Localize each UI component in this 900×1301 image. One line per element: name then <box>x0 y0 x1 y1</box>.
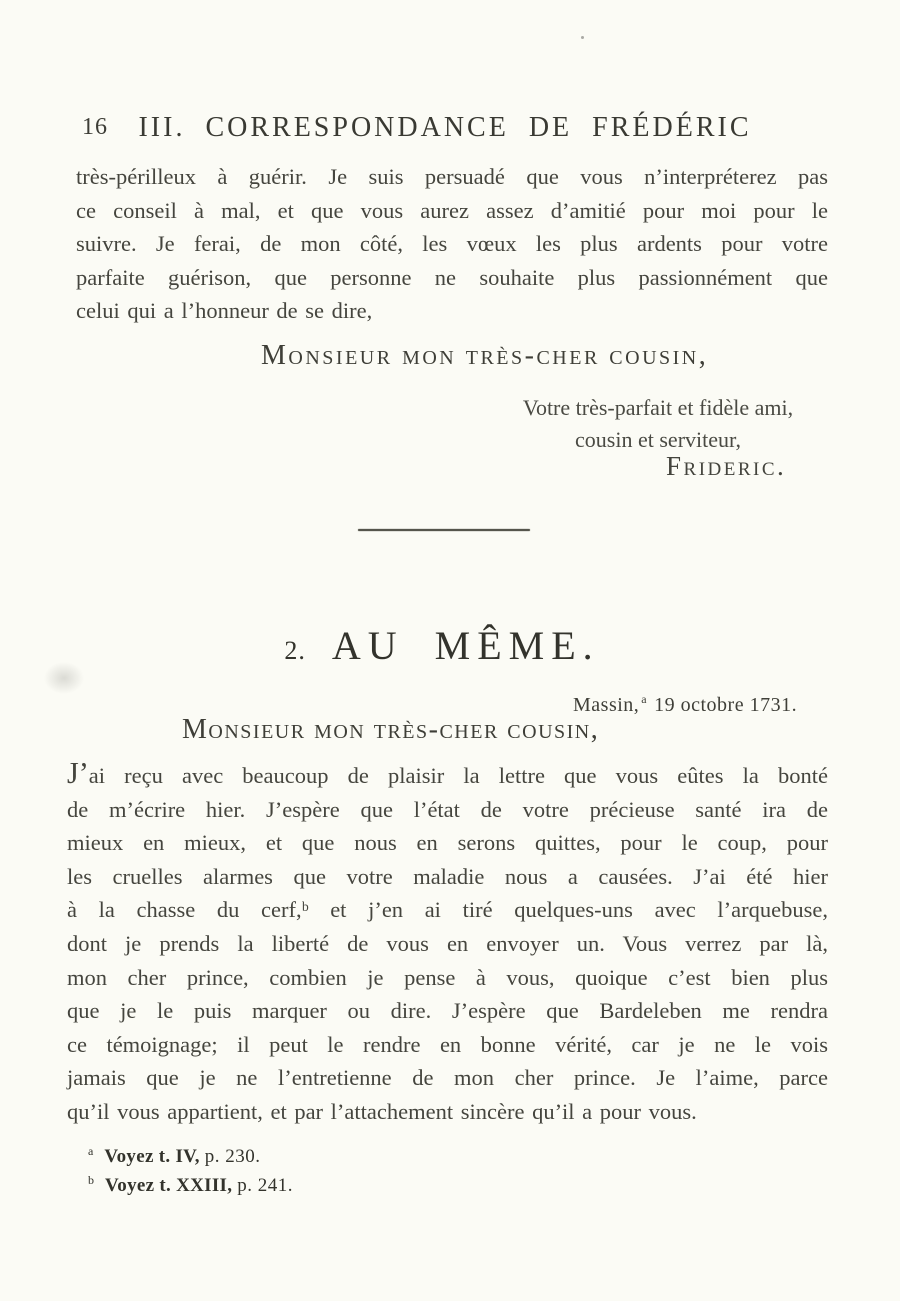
letter2-heading <box>0 623 884 668</box>
letter-number: 2. <box>284 636 306 665</box>
letter-title: AU MÊME. <box>331 623 600 668</box>
footnote-citation: Voyez t. IV, <box>104 1146 200 1167</box>
footnote-ref-a-marker: a <box>641 692 648 707</box>
text-line: dont je prends la liberté de vous en envoyer un. Vous verrez par là, <box>67 930 828 956</box>
page-number: 16 <box>82 114 108 140</box>
text-line: suivre. Je ferai, de mon côté, les vœux les plus ardents pour votre <box>76 231 828 257</box>
closing-line: Votre très-parfait et fidèle ami, <box>522 395 794 420</box>
running-header: III. CORRESPONDANCE DE FRÉDÉRIC <box>138 112 752 143</box>
letter2-dateline <box>573 694 797 716</box>
text-line: mon cher prince, combien je pense à vous, quoique c’est bien plus <box>67 964 828 990</box>
text-line: ce témoignage; il peut le rendre en bonne vérité, car je ne le vois <box>67 1031 828 1057</box>
scan-smudge <box>44 662 84 694</box>
footnote-page: p. 230. <box>204 1146 261 1167</box>
letter2-body <box>67 756 828 1129</box>
text-line: mieux en mieux, et que nous en serons quittes, pour le coup, pour <box>67 830 828 856</box>
text-line: celui qui a l’honneur de se dire, <box>76 298 373 324</box>
footnotes <box>88 1142 293 1200</box>
letter1-body <box>76 160 828 328</box>
letter2-salutation: Monsieur mon très-cher cousin, <box>182 714 600 745</box>
text-line: les cruelles alarmes que votre maladie nous a causées. J’ai été hier <box>67 863 828 889</box>
text-line: ce conseil à mal, et que vous aurez assez d’amitié pour moi pour le <box>76 197 828 223</box>
scan-speck <box>581 36 584 39</box>
dateline-place: Massin, <box>573 694 640 716</box>
footnote <box>88 1171 293 1200</box>
text-line: qu’il vous appartient, et par l’attachement sincère qu’il a pour vous. <box>67 1098 697 1124</box>
footnote-ref: a <box>88 1143 94 1158</box>
closing-line: cousin et serviteur, <box>575 426 741 452</box>
letter1-salutation: Monsieur mon très-cher cousin, <box>261 340 709 371</box>
footnote-citation: Voyez t. XXIII, <box>105 1175 233 1196</box>
letter1-signature: Frideric. <box>666 451 787 481</box>
text-line: que je le puis marquer ou dire. J’espère que Bardeleben me rendra <box>67 998 828 1024</box>
footnote-ref: b <box>88 1172 94 1187</box>
text-line: jamais que je ne l’entretienne de mon cher prince. Je l’aime, parce <box>67 1065 828 1091</box>
footnote-page: p. 241. <box>237 1175 294 1196</box>
text-line: parfaite guérison, que personne ne souhaite plus passionnément que <box>76 264 828 290</box>
text-line: J’ai reçu avec beaucoup de plaisir la lettre que vous eûtes la bonté <box>67 756 828 790</box>
dateline-date: 19 octobre 1731. <box>654 694 798 716</box>
footnote <box>88 1142 293 1171</box>
section-divider-rule <box>358 529 530 531</box>
text-line: très-périlleux à guérir. Je suis persuadé que vous n’interpréterez pas <box>76 164 828 189</box>
text-line: de m’écrire hier. J’espère que l’état de votre précieuse santé ira de <box>67 796 828 822</box>
text-line: à la chasse du cerf,ᵇ et j’en ai tiré quelques-uns avec l’arquebuse, <box>67 897 828 923</box>
letter1-closing <box>493 392 823 455</box>
